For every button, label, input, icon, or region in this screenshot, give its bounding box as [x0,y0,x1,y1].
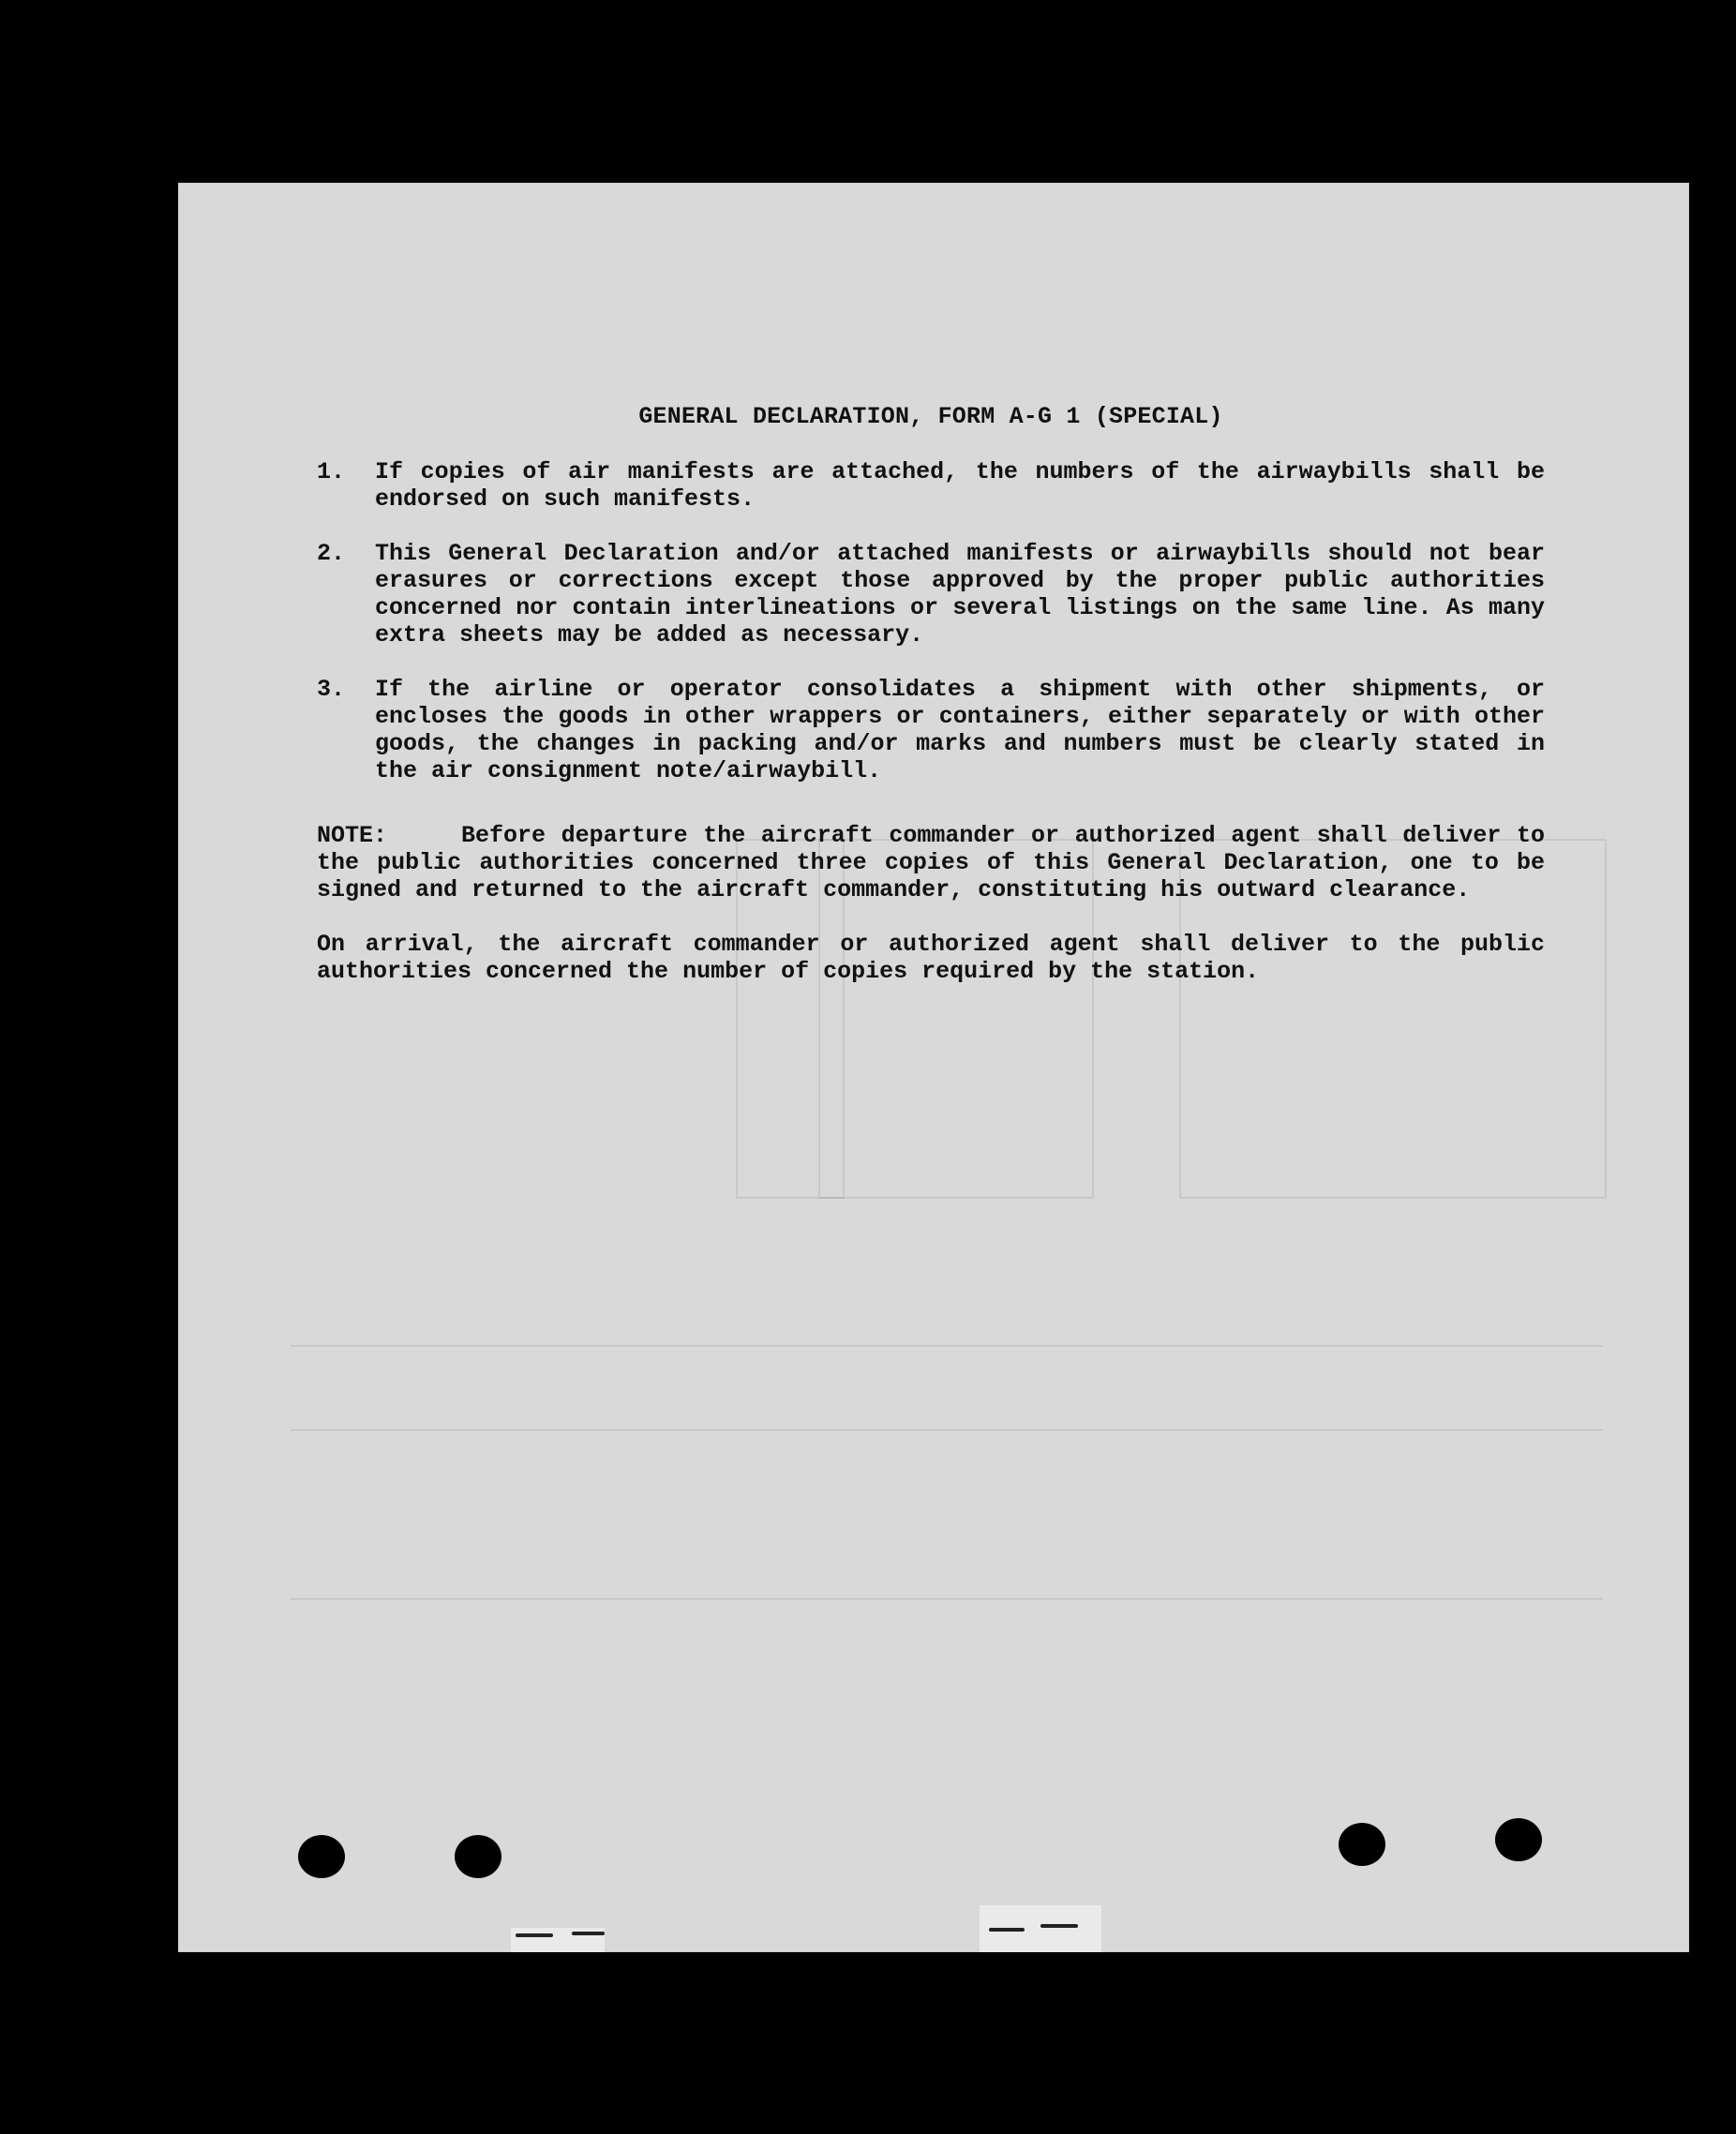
smudge-mark [989,1928,1025,1932]
document-page [178,183,1689,1952]
instruction-item-3 [317,676,1545,784]
bleed-through-line [291,1345,1603,1347]
smudge-mark [572,1932,605,1935]
note-text: Before departure the aircraft commander or authorized agent shall deliver to the public authorities concerned three copies of this General Declaration, one to be signed and returned to the aircraft commander, constituting his outward clearance. [317,822,1545,903]
note-label: NOTE: [317,822,388,849]
instruction-item-1 [317,458,1545,513]
item-number: 2. [317,540,346,567]
smudge-mark [516,1933,553,1937]
arrival-paragraph: On arrival, the aircraft commander or authorized agent shall deliver to the public authorities concerned the number of copies required by the station. [317,931,1545,985]
punch-hole [298,1835,345,1878]
note-paragraph [317,822,1545,903]
item-number: 1. [317,458,346,485]
smudge-mark [1040,1924,1078,1928]
item-text: If the airline or operator consolidates a shipment with other shipments, or encloses the goods in other wrappers or containers, either separately or with other goods, the changes in packing and/or marks and numbers must be clearly stated in the air consignment note/airwaybill. [375,676,1545,784]
punch-hole [455,1835,501,1878]
bleed-through-line [291,1429,1603,1431]
document-title: GENERAL DECLARATION, FORM A-G 1 (SPECIAL) [638,403,1223,430]
bleed-through-line [291,1598,1603,1600]
instructions-body [317,403,1545,985]
punch-hole [1339,1823,1385,1866]
item-text: If copies of air manifests are attached, the numbers of the airwaybills shall be endorsed on such manifests. [375,458,1545,513]
item-number: 3. [317,676,346,703]
instruction-item-2 [317,540,1545,649]
punch-hole [1495,1818,1542,1861]
item-text: This General Declaration and/or attached manifests or airwaybills should not bear erasures or corrections except those approved by the proper public authorities concerned nor contain interlineations or several listings on the same line. As many extra sheets may be added as necessary. [375,540,1545,649]
